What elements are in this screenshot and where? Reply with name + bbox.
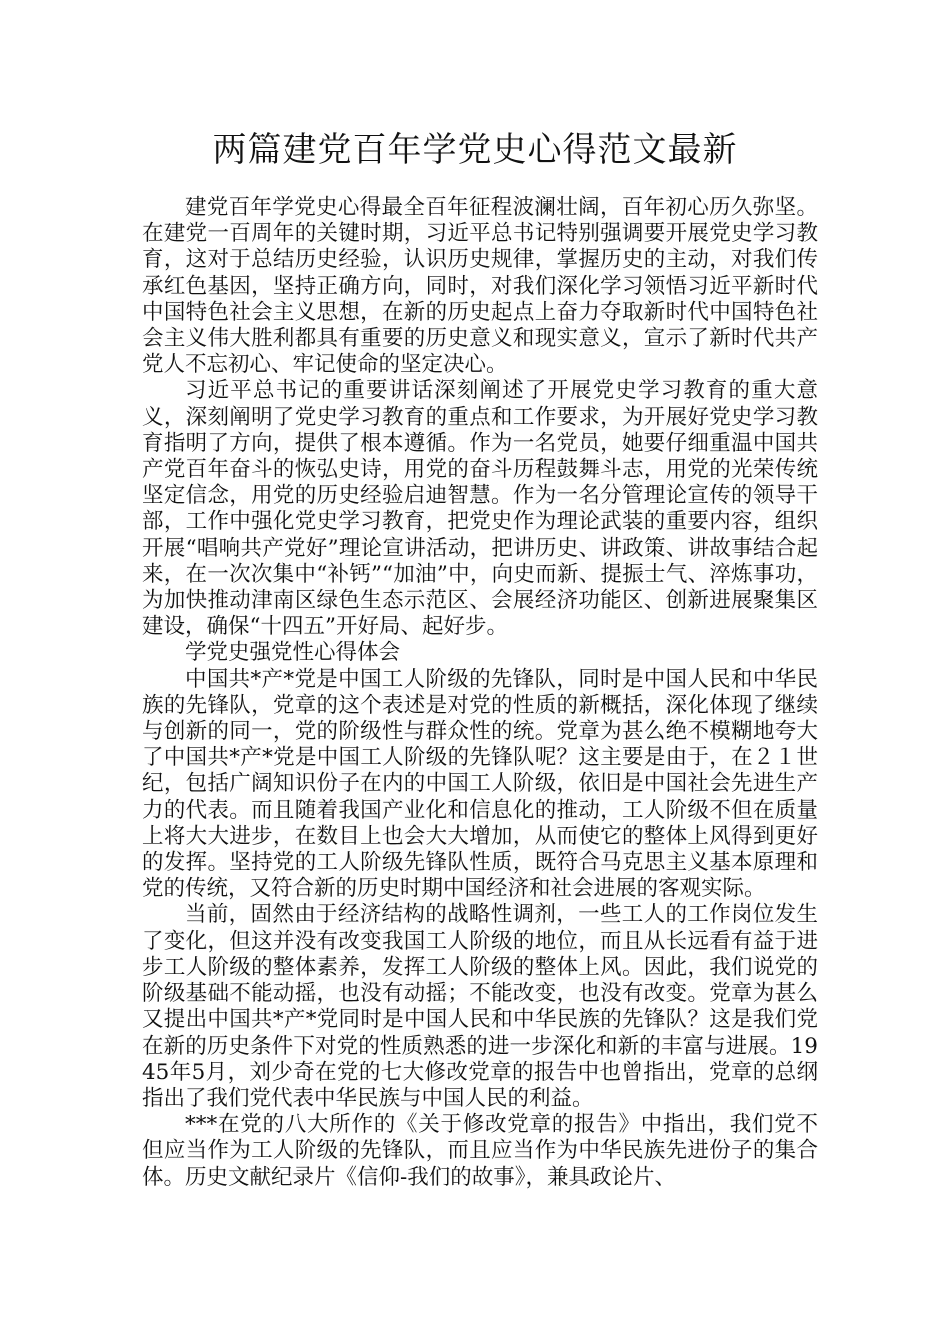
paragraph-vanguard: 中国共*产*党是中国工人阶级的先锋队，同时是中国人民和中华民族的先锋队，党章的这个表述是对党的性质的新概括，深化体现了继续与创新的同一，党的阶级性与群众性的统。党章为甚么绝不模糊地夸大了中国共*产*党是中国工人阶级的先锋队呢？这主要是由于，在２１世纪，包括广阔知识份子在内的中国工人阶级，依旧是中国社会先进生产力的代表。而且随着我国产业化和信息化的推动，工人阶级不但在质量上将大大进步，在数目上也会大大增加，从而使它的整体上风得到更好的发挥。坚持党的工人阶级先锋队性质，既符合马克思主义基本原理和党的传统，又符合新的历史时期中国经济和社会进展的客观实际。 [142,666,818,902]
section-heading: 学党史强党性心得体会 [185,640,401,666]
document-body [142,195,818,1191]
paragraph-speech: 习近平总书记的重要讲话深刻阐述了开展党史学习教育的重大意义，深刻阐明了党史学习教育的重点和工作要求，为开展好党史学习教育指明了方向，提供了根本遵循。作为一名党员，她要仔细重温中国共产党百年奋斗的恢弘史诗，用党的奋斗历程鼓舞斗志，用党的光荣传统坚定信念，用党的历史经验启迪智慧。作为一名分管理论宣传的领导干部，工作中强化党史学习教育，把党史作为理论武装的重要内容，组织开展“唱响共产党好”理论宣讲活动，把讲历史、讲政策、讲故事结合起来，在一次次集中“补钙”“加油”中，向史而新、提振士气、淬炼事功，为加快推动津南区绿色生态示范区、会展经济功能区、创新进展聚集区建设，确保“十四五”开好局、起好步。 [142,378,818,640]
paragraph-current: 当前，固然由于经济结构的战略性调剂，一些工人的工作岗位发生了变化，但这并没有改变我国工人阶级的地位，而且从长远看有益于进步工人阶级的整体素养，发挥工人阶级的整体上风。因此，我们说党的阶级基础不能动摇，也没有动摇；不能改变，也没有改变。党章为甚么又提出中国共*产*党同时是中国人民和中华民族的先锋队？这是我们党在新的历史条件下对党的性质熟悉的进一步深化和新的丰富与进展。1945年5月，刘少奇在党的七大修改党章的报告中也曾指出，党章的总纲指出了我们党代表中华民族与中国人民的利益。 [142,902,818,1111]
paragraph-eighth-congress: ***在党的八大所作的《关于修改党章的报告》中指出，我们党不但应当作为工人阶级的先锋队，而且应当作为中华民族先进份子的集合体。历史文献纪录片《信仰-我们的故事》，兼具政论片、 [142,1112,818,1190]
document-title: 两篇建党百年学党史心得范文最新 [212,130,738,170]
paragraph-intro: 建党百年学党史心得最全百年征程波澜壮阔，百年初心历久弥坚。在建党一百周年的关键时期，习近平总书记特别强调要开展党史学习教育，这对于总结历史经验，认识历史规律，掌握历史的主动，对我们传承红色基因，坚持正确方向，同时，对我们深化学习领悟习近平新时代中国特色社会主义思想，在新的历史起点上奋力夺取新时代中国特色社会主义伟大胜利都具有重要的历史意义和现实意义，宣示了新时代共产党人不忘初心、牢记使命的坚定决心。 [142,195,818,378]
